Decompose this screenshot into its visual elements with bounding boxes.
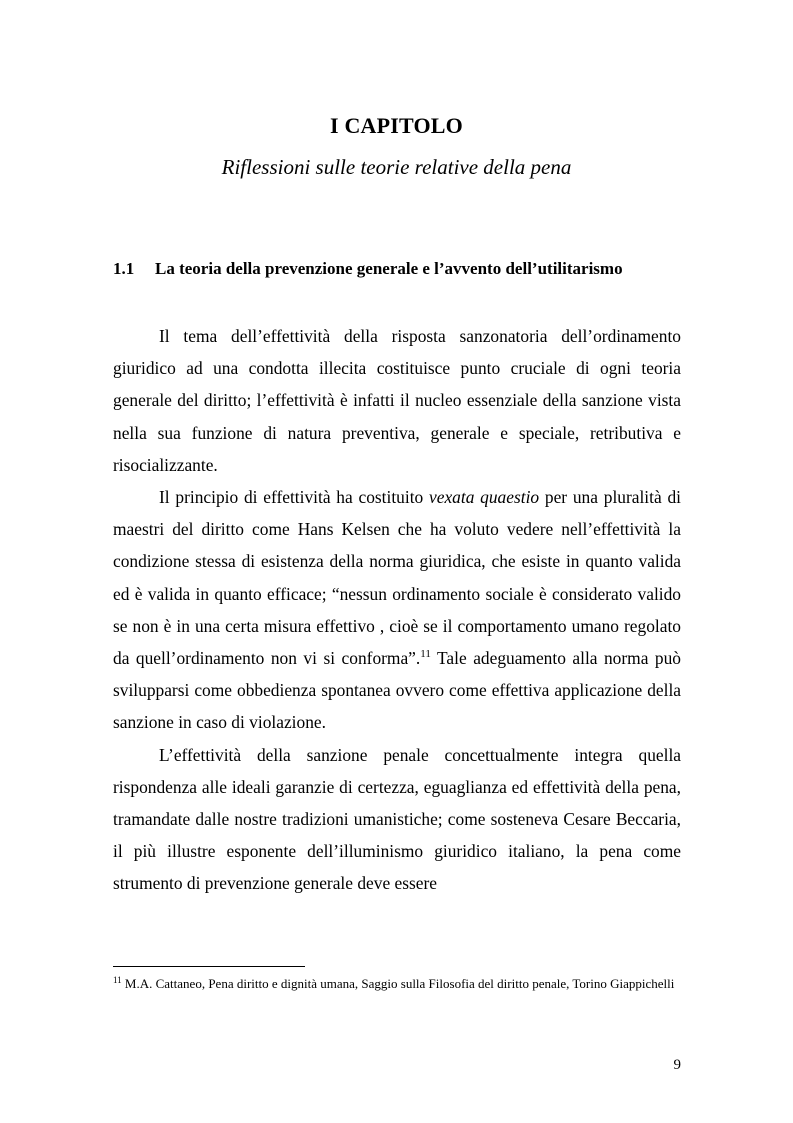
- footnote-text: M.A. Cattaneo, Pena diritto e dignità umana, Saggio sulla Filosofia del diritto penale, Torino Giappichelli: [121, 976, 675, 991]
- page-number: 9: [673, 1057, 681, 1073]
- footnote-separator: [113, 966, 305, 967]
- section-number: 1.1: [113, 259, 135, 278]
- paragraph-2-part-b: per una pluralità di maestri del diritto come Hans Kelsen che ha voluto vedere nell’effettività la condizione stessa di esistenza della norma giuridica, che esiste in quanto valida ed è valida in quanto efficace; “nessun ordinamento sociale è considerato valido se non è in una certa misura effettivo , cioè se il comportamento umano regolato da quell’ordinamento non vi si conforma”.: [113, 487, 681, 669]
- paragraph-2-part-c: Tale adeguamento alla norma può svilupparsi come obbedienza spontanea ovvero come effettiva applicazione della sanzione in caso di violazione.: [113, 648, 681, 733]
- footnote-reference[interactable]: 11: [420, 648, 431, 661]
- section-heading: [113, 259, 703, 279]
- footnote: [113, 975, 681, 992]
- chapter-subtitle: Riflessioni sulle teorie relative della pena: [221, 155, 572, 179]
- body-text: [113, 320, 681, 900]
- paragraph-1: Il tema dell’effettività della risposta sanzonatoria dell’ordinamento giuridico ad una condotta illecita costituisce punto cruciale di ogni teoria generale del diritto; l’effettività è infatti il nucleo essenziale della sanzione vista nella sua funzione di natura preventiva, generale e speciale, retributiva e risocializzante.: [113, 326, 681, 475]
- latin-phrase: vexata quaestio: [429, 487, 540, 508]
- paragraph-2-part-a: Il principio di effettività ha costituito: [159, 487, 430, 508]
- footnote-number: 11: [113, 975, 122, 985]
- section-title: La teoria della prevenzione generale e l’avvento dell’utilitarismo: [155, 259, 623, 278]
- chapter-title: I CAPITOLO: [329, 113, 463, 138]
- paragraph-2: [113, 481, 681, 739]
- paragraph-3: L’effettività della sanzione penale concettualmente integra quella rispondenza alle ideali garanzie di certezza, eguaglianza ed effettività della pena, tramandate dalle nostre tradizioni umanistiche; come sosteneva Cesare Beccaria, il più illustre esponente dell’illuminismo giuridico italiano, la pena come strumento di prevenzione generale deve essere: [113, 744, 681, 894]
